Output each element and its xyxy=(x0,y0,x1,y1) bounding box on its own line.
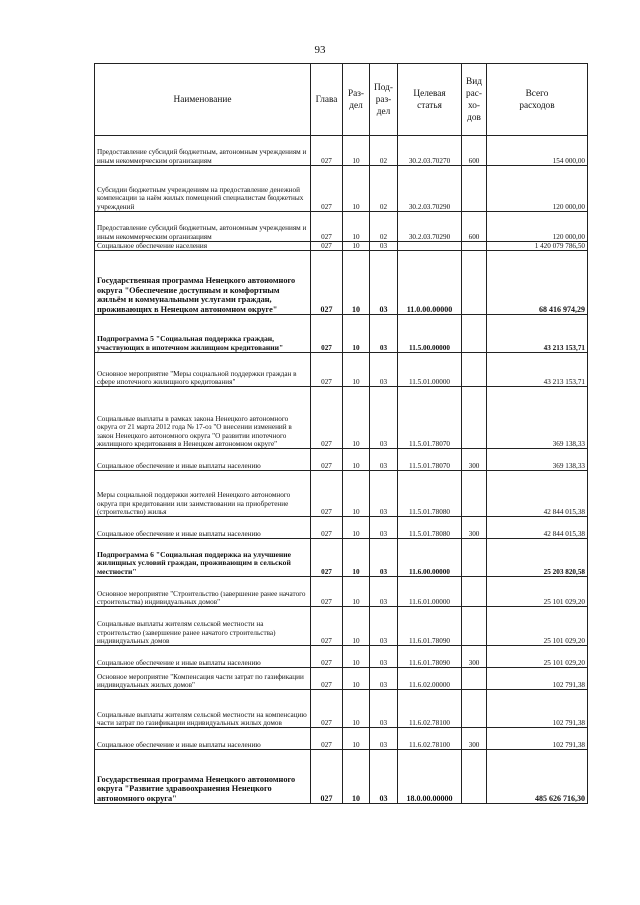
row-section: 10 xyxy=(343,242,370,251)
row-section: 10 xyxy=(343,449,370,471)
table-row xyxy=(95,668,588,690)
row-target: 11.6.02.78100 xyxy=(398,728,462,750)
row-section: 10 xyxy=(343,136,370,166)
row-chapter: 027 xyxy=(311,646,343,668)
row-section: 10 xyxy=(343,577,370,607)
row-chapter: 027 xyxy=(311,315,343,353)
row-target: 30.2.03.70270 xyxy=(398,136,462,166)
row-section: 10 xyxy=(343,607,370,646)
row-section: 10 xyxy=(343,690,370,728)
row-subsection: 02 xyxy=(370,136,398,166)
table-row xyxy=(95,750,588,804)
row-subsection: 03 xyxy=(370,387,398,449)
row-total: 25 101 029,20 xyxy=(487,646,588,668)
row-target: 30.2.03.70290 xyxy=(398,212,462,242)
row-subsection: 02 xyxy=(370,212,398,242)
row-target: 11.6.00.00000 xyxy=(398,539,462,577)
row-chapter: 027 xyxy=(311,607,343,646)
table-row xyxy=(95,136,588,166)
row-subsection: 03 xyxy=(370,539,398,577)
row-name: Государственная программа Ненецкого автономного округа "Обеспечение доступным и комфортным жильём и коммунальными услугами граждан, проживающих в Ненецком автономном округе" xyxy=(95,251,311,315)
row-expense-type xyxy=(462,251,487,315)
row-target xyxy=(398,242,462,251)
row-total: 120 000,00 xyxy=(487,212,588,242)
row-section: 10 xyxy=(343,668,370,690)
row-name: Социальные выплаты в рамках закона Ненецкого автономного округа от 21 марта 2012 года № 17-оз "О внесении изменений в закон Ненецкого автономного округа "О развитии ипотечного жилищного кредитования в Ненецком автономном округе" xyxy=(95,387,311,449)
row-total: 43 213 153,71 xyxy=(487,353,588,387)
row-total: 154 000,00 xyxy=(487,136,588,166)
row-target: 11.6.02.00000 xyxy=(398,668,462,690)
row-expense-type: 300 xyxy=(462,728,487,750)
header-subsection: Под- раз- дел xyxy=(370,64,398,136)
row-expense-type xyxy=(462,607,487,646)
table-row xyxy=(95,449,588,471)
row-expense-type: 600 xyxy=(462,136,487,166)
table-row xyxy=(95,315,588,353)
header-target: Целевая статья xyxy=(398,64,462,136)
header-chapter: Глава xyxy=(311,64,343,136)
row-name: Социальное обеспечение и иные выплаты населению xyxy=(95,517,311,539)
row-name: Социальные выплаты жителям сельской местности на строительство (завершение ранее начатого строительства) индивидуальных домов xyxy=(95,607,311,646)
row-expense-type xyxy=(462,668,487,690)
row-target: 11.5.01.78080 xyxy=(398,517,462,539)
row-subsection: 03 xyxy=(370,449,398,471)
row-target: 11.5.01.78080 xyxy=(398,471,462,517)
table-row xyxy=(95,577,588,607)
row-section: 10 xyxy=(343,251,370,315)
row-chapter: 027 xyxy=(311,517,343,539)
header-section: Раз- дел xyxy=(343,64,370,136)
row-name: Подпрограмма 6 "Социальная поддержка на улучшение жилищных условий граждан, проживающим в сельской местности" xyxy=(95,539,311,577)
row-total: 102 791,38 xyxy=(487,668,588,690)
row-name: Предоставление субсидий бюджетным, автономным учреждениям и иным некоммерческим организациям xyxy=(95,136,311,166)
row-expense-type xyxy=(462,387,487,449)
row-total: 485 626 716,30 xyxy=(487,750,588,804)
header-name: Наименование xyxy=(95,64,311,136)
row-name: Социальные выплаты жителям сельской местности на компенсацию части затрат по газификации индивидуальных жилых домов xyxy=(95,690,311,728)
row-subsection: 03 xyxy=(370,607,398,646)
row-subsection: 03 xyxy=(370,690,398,728)
row-name: Меры социальной поддержки жителей Ненецкого автономного округа при кредитовании или заимствовании на приобретение (строительство) жилья xyxy=(95,471,311,517)
table-row xyxy=(95,690,588,728)
row-target: 11.5.01.00000 xyxy=(398,353,462,387)
row-expense-type xyxy=(462,577,487,607)
row-chapter: 027 xyxy=(311,136,343,166)
budget-table xyxy=(94,63,588,804)
row-section: 10 xyxy=(343,517,370,539)
row-target: 11.6.02.78100 xyxy=(398,690,462,728)
row-expense-type xyxy=(462,166,487,212)
row-section: 10 xyxy=(343,315,370,353)
row-section: 10 xyxy=(343,353,370,387)
row-total: 42 844 015,38 xyxy=(487,517,588,539)
table-row xyxy=(95,646,588,668)
row-name: Основное мероприятие "Строительство (завершение ранее начатого строительства) индивидуальных домов" xyxy=(95,577,311,607)
row-target: 11.6.01.00000 xyxy=(398,577,462,607)
row-chapter: 027 xyxy=(311,728,343,750)
row-chapter: 027 xyxy=(311,577,343,607)
row-subsection: 02 xyxy=(370,166,398,212)
row-expense-type xyxy=(462,690,487,728)
row-chapter: 027 xyxy=(311,166,343,212)
row-name: Предоставление субсидий бюджетным, автономным учреждениям и иным некоммерческим организациям xyxy=(95,212,311,242)
header-row xyxy=(95,64,588,136)
row-section: 10 xyxy=(343,539,370,577)
table-row xyxy=(95,212,588,242)
row-subsection: 03 xyxy=(370,646,398,668)
row-chapter: 027 xyxy=(311,668,343,690)
row-chapter: 027 xyxy=(311,449,343,471)
row-total: 120 000,00 xyxy=(487,166,588,212)
table-row xyxy=(95,539,588,577)
row-section: 10 xyxy=(343,212,370,242)
row-total: 1 420 079 786,50 xyxy=(487,242,588,251)
table-row xyxy=(95,353,588,387)
table-row xyxy=(95,387,588,449)
row-subsection: 03 xyxy=(370,750,398,804)
table-row xyxy=(95,517,588,539)
row-section: 10 xyxy=(343,387,370,449)
row-total: 25 101 029,20 xyxy=(487,577,588,607)
row-chapter: 027 xyxy=(311,750,343,804)
table-row xyxy=(95,251,588,315)
row-target: 11.5.00.00000 xyxy=(398,315,462,353)
row-subsection: 03 xyxy=(370,353,398,387)
row-chapter: 027 xyxy=(311,539,343,577)
row-name: Основное мероприятие "Меры социальной поддержки граждан в сфере ипотечного жилищного кредитования" xyxy=(95,353,311,387)
row-target: 11.5.01.78070 xyxy=(398,387,462,449)
row-name: Основное мероприятие "Компенсация части затрат по газификации индивидуальных жилых домов" xyxy=(95,668,311,690)
row-total: 25 203 820,58 xyxy=(487,539,588,577)
row-expense-type xyxy=(462,750,487,804)
row-name: Социальное обеспечение населения xyxy=(95,242,311,251)
row-target: 30.2.03.70290 xyxy=(398,166,462,212)
row-subsection: 03 xyxy=(370,668,398,690)
page-number: 93 xyxy=(314,44,326,56)
row-total: 68 416 974,29 xyxy=(487,251,588,315)
row-section: 10 xyxy=(343,750,370,804)
row-section: 10 xyxy=(343,646,370,668)
row-total: 42 844 015,38 xyxy=(487,471,588,517)
table-row xyxy=(95,728,588,750)
row-expense-type xyxy=(462,315,487,353)
row-section: 10 xyxy=(343,728,370,750)
row-section: 10 xyxy=(343,471,370,517)
row-target: 11.5.01.78070 xyxy=(398,449,462,471)
row-expense-type: 300 xyxy=(462,449,487,471)
row-total: 25 101 029,20 xyxy=(487,607,588,646)
row-subsection: 03 xyxy=(370,728,398,750)
row-total: 102 791,38 xyxy=(487,728,588,750)
row-expense-type xyxy=(462,242,487,251)
row-chapter: 027 xyxy=(311,471,343,517)
row-expense-type: 300 xyxy=(462,517,487,539)
row-expense-type xyxy=(462,539,487,577)
row-expense-type: 300 xyxy=(462,646,487,668)
row-expense-type: 600 xyxy=(462,212,487,242)
row-target: 18.0.00.00000 xyxy=(398,750,462,804)
table-row xyxy=(95,242,588,251)
table-row xyxy=(95,166,588,212)
row-name: Подпрограмма 5 "Социальная поддержка граждан, участвующих в ипотечном жилищном кредитовании" xyxy=(95,315,311,353)
table-row xyxy=(95,471,588,517)
row-target: 11.0.00.00000 xyxy=(398,251,462,315)
row-expense-type xyxy=(462,353,487,387)
row-section: 10 xyxy=(343,166,370,212)
row-chapter: 027 xyxy=(311,212,343,242)
header-expense-type: Вид рас- хо- дов xyxy=(462,64,487,136)
row-target: 11.6.01.78090 xyxy=(398,607,462,646)
row-name: Государственная программа Ненецкого автономного округа "Развитие здравоохранения Ненецкого автономного округа" xyxy=(95,750,311,804)
row-subsection: 03 xyxy=(370,251,398,315)
row-chapter: 027 xyxy=(311,251,343,315)
row-total: 369 138,33 xyxy=(487,387,588,449)
row-chapter: 027 xyxy=(311,690,343,728)
row-total: 43 213 153,71 xyxy=(487,315,588,353)
row-subsection: 03 xyxy=(370,517,398,539)
row-name: Субсидии бюджетным учреждениям на предоставление денежной компенсации за наём жилых помещений специалистам бюджетных учреждений xyxy=(95,166,311,212)
row-name: Социальное обеспечение и иные выплаты населению xyxy=(95,646,311,668)
row-name: Социальное обеспечение и иные выплаты населению xyxy=(95,728,311,750)
row-subsection: 03 xyxy=(370,242,398,251)
row-total: 369 138,33 xyxy=(487,449,588,471)
row-expense-type xyxy=(462,471,487,517)
table-row xyxy=(95,607,588,646)
row-subsection: 03 xyxy=(370,315,398,353)
row-subsection: 03 xyxy=(370,471,398,517)
row-chapter: 027 xyxy=(311,353,343,387)
row-chapter: 027 xyxy=(311,242,343,251)
row-name: Социальное обеспечение и иные выплаты населению xyxy=(95,449,311,471)
header-total: Всего расходов xyxy=(487,64,588,136)
row-total: 102 791,38 xyxy=(487,690,588,728)
row-chapter: 027 xyxy=(311,387,343,449)
row-subsection: 03 xyxy=(370,577,398,607)
row-target: 11.6.01.78090 xyxy=(398,646,462,668)
